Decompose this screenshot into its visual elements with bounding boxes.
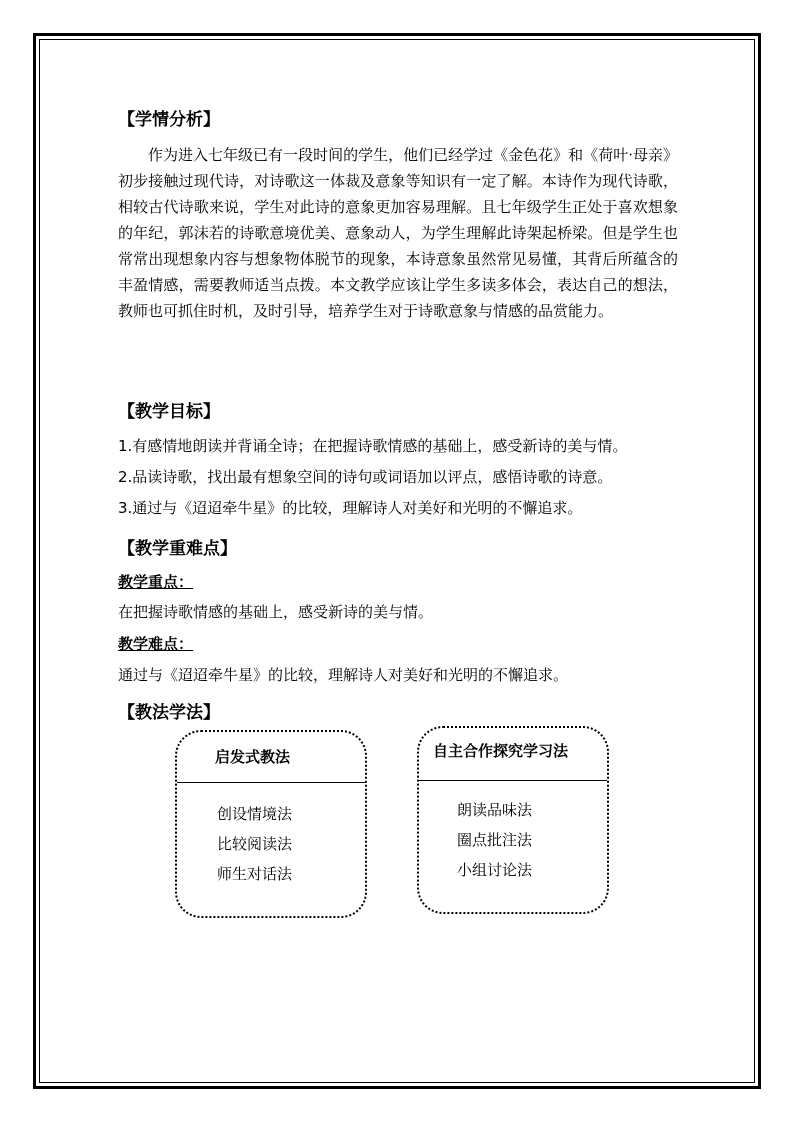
learning-method-divider (419, 780, 607, 781)
objectives-heading: 【教学目标】 (118, 402, 220, 422)
focus-text: 在把握诗歌情感的基础上，感受新诗的美与情。 (118, 603, 434, 621)
analysis-paragraph: 作为进入七年级已有一段时间的学生，他们已经学过《金色花》和《荷叶·母亲》初步接触过现代诗，对诗歌这一体裁及意象等知识有一定了解。本诗作为现代诗歌，相较古代诗歌来说，学生对此诗的意象更加容易理解。且七年级学生正处于喜欢想象的年纪，郭沫若的诗歌意境优美、意象动人，为学生理解此诗架起桥梁。但是学生也常常出现想象内容与想象物体脱节的现象，本诗意象虽然常见易懂，其背后所蕴含的丰盈情感，需要教师适当点拨。本文教学应该让学生多读多体会，表达自己的想法，教师也可抓住时机，及时引导，培养学生对于诗歌意象与情感的品赏能力。 (118, 146, 678, 320)
objective-item-1: 1.有感情地朗读并背诵全诗；在把握诗歌情感的基础上，感受新诗的美与情。 (118, 437, 628, 455)
teaching-method-item-1: 创设情境法 (217, 805, 293, 823)
analysis-heading: 【学情分析】 (118, 110, 220, 130)
teaching-method-item-3: 师生对话法 (217, 865, 293, 883)
learning-method-item-3: 小组讨论法 (457, 861, 533, 879)
teaching-method-title: 启发式教法 (215, 748, 291, 766)
keypoints-heading: 【教学重难点】 (118, 539, 237, 559)
learning-method-box (417, 726, 609, 914)
objective-item-3: 3.通过与《迢迢牵牛星》的比较，理解诗人对美好和光明的不懈追求。 (118, 499, 583, 517)
difficulty-text: 通过与《迢迢牵牛星》的比较，理解诗人对美好和光明的不懈追求。 (118, 666, 569, 684)
teaching-method-box (175, 730, 367, 918)
learning-method-item-2: 圈点批注法 (457, 831, 533, 849)
learning-method-title: 自主合作探究学习法 (433, 742, 569, 760)
learning-method-item-1: 朗读品味法 (457, 801, 533, 819)
teaching-method-item-2: 比较阅读法 (217, 835, 293, 853)
focus-label: 教学重点： (118, 573, 194, 591)
objective-item-2: 2.品读诗歌，找出最有想象空间的诗句或词语加以评点，感悟诗歌的诗意。 (118, 468, 613, 486)
difficulty-label: 教学难点： (118, 635, 194, 653)
teaching-method-divider (177, 782, 365, 783)
methods-heading: 【教法学法】 (118, 703, 220, 723)
